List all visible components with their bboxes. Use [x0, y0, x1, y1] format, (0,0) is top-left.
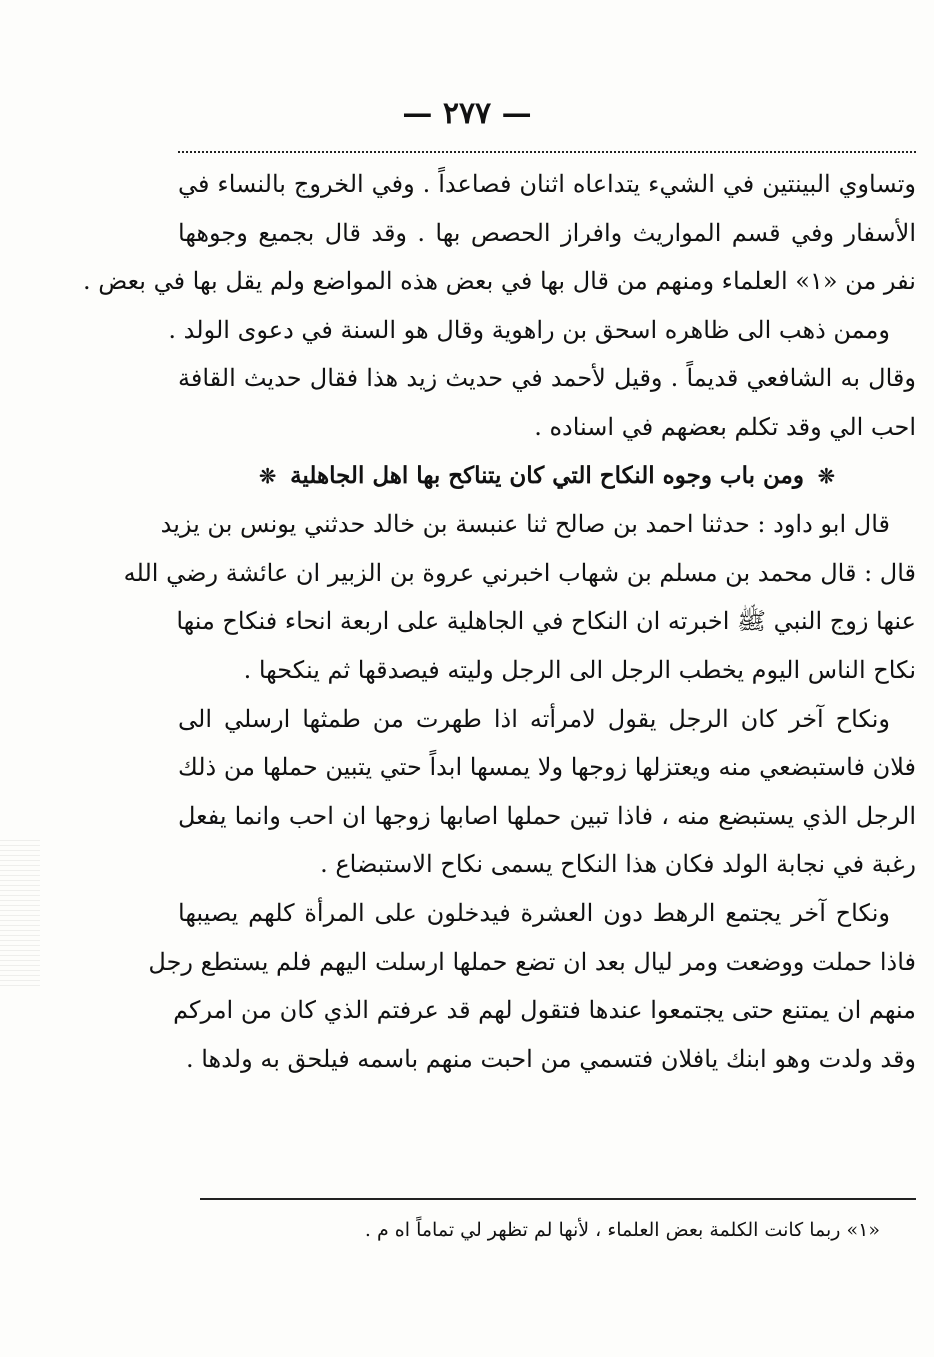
section-heading-text: ومن باب وجوه النكاح التي كان يتناكح بها اهل الجاهلية — [290, 461, 804, 489]
text-line: فاذا حملت ووضعت ومر ليال بعد ان تضع حملها ارسلت اليهم فلم يستطع رجل — [148, 947, 916, 976]
header-dotted-rule — [178, 151, 916, 153]
text-line: فلان فاستبضعي منه ويعتزلها زوجها ولا يمسها ابداً حتي يتبين حملها من ذلك — [178, 753, 916, 782]
text-line: نكاح الناس اليوم يخطب الرجل الى الرجل وليته فيصدقها ثم ينكحها . — [243, 655, 916, 684]
text-line: الأسفار وفي قسم المواريث وافراز الحصص بها . وقد قال بجميع وجوهها — [178, 218, 916, 247]
text-line: ونكاح آخر كان الرجل يقول لامرأته اذا طهرت من طمثها ارسلي الى — [178, 704, 890, 733]
text-line: منهم ان يمتنع حتى يجتمعوا عندها فتقول لهم قد عرفتم الذي كان من امركم — [173, 996, 916, 1025]
text-line: قال : قال محمد بن مسلم بن شهاب اخبرني عروة بن الزبير ان عائشة رضي الله — [123, 558, 916, 587]
text-line: الرجل الذي يستبضع منه ، فاذا تبين حملها اصابها زوجها ان احب وانما يفعل — [178, 801, 916, 830]
footnote: «١» ربما كانت الكلمة بعض العلماء ، لأنها لم تظهر لي تماماً اه م . — [364, 1219, 880, 1241]
text-line: ونكاح آخر يجتمع الرهط دون العشرة فيدخلون على المرأة كلهم يصيبها — [178, 898, 890, 927]
ornament-icon: ❊ — [817, 464, 835, 489]
text-line: رغبة في نجابة الولد فكان هذا النكاح يسمى نكاح الاستبضاع . — [320, 850, 916, 879]
text-line: احب الي وقد تكلم بعضهم في اسناده . — [534, 412, 916, 441]
text-line: عنها زوج النبي ﷺ اخبرته ان النكاح في الجاهلية على اربعة انحاء فنكاح منها — [176, 607, 916, 636]
section-heading — [178, 452, 916, 501]
text-line: نفر من «١» العلماء ومنهم من قال بها في بعض هذه المواضع ولم يقل بها في بعض . — [83, 267, 916, 296]
footnote-rule — [200, 1198, 916, 1200]
text-line: وقد ولدت وهو ابنك يافلان فتسمي من احبت منهم باسمه فيلحق به ولدها . — [185, 1044, 916, 1073]
text-line: قال ابو داود : حدثنا احمد بن صالح ثنا عنبسة بن خالد حدثني يونس بن يزيد — [160, 510, 890, 539]
ornament-icon: ❊ — [259, 464, 277, 489]
page-number: — ٢٧٧ — — [402, 96, 532, 131]
text-line: وممن ذهب الى ظاهره اسحق بن راهوية وقال هو السنة في دعوى الولد . — [168, 315, 890, 344]
text-line: وقال به الشافعي قديماً . وقيل لأحمد في حديث زيد هذا فقال حديث القافة — [178, 364, 916, 393]
text-line: وتساوي البينتين في الشيء يتداعاه اثنان فصاعداً . وفي الخروج بالنساء في — [178, 170, 916, 198]
scan-edge-noise — [0, 840, 40, 990]
body-text — [83, 160, 916, 1083]
